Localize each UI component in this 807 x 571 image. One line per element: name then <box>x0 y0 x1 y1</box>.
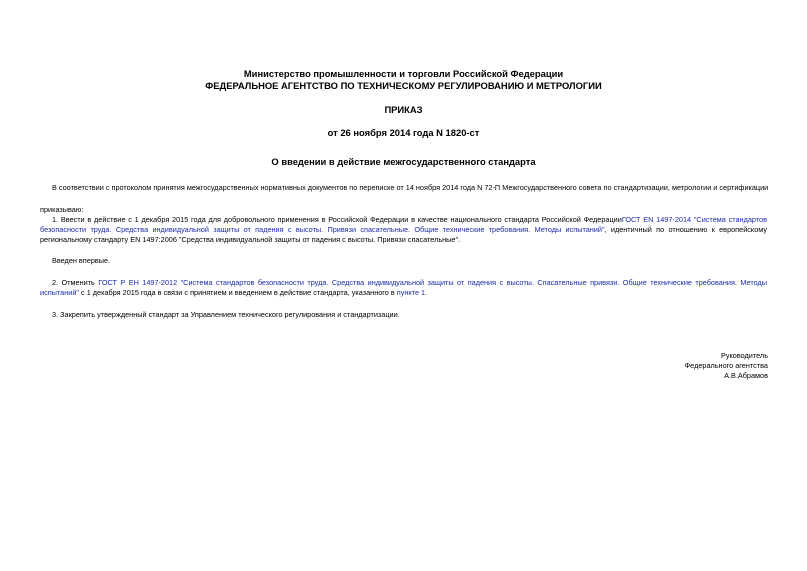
signature-position: Руководитель <box>720 351 768 360</box>
item-2-text-before: 2. Отменить <box>52 278 99 287</box>
agency-title: ФЕДЕРАЛЬНОЕ АГЕНТСТВО ПО ТЕХНИЧЕСКОМУ РЕГУЛИРОВАНИЮ И МЕТРОЛОГИИ <box>205 80 602 91</box>
item-3-paragraph: 3. Закрепить утвержденный стандарт за Управлением технического регулирования и стандартизации. <box>52 310 400 319</box>
item-1-paragraph <box>40 215 767 245</box>
gost-en-1497-2014-link[interactable]: ГОСТ EN 1497-2014 "Система стандартов безопасности труда. Средства индивидуальной защиты от падения с высоты. Привязи спасательные. Общие технические требования. Методы испытаний" <box>40 215 767 234</box>
document-type: ПРИКАЗ <box>384 104 423 115</box>
order-word: приказываю: <box>40 205 84 214</box>
document-subject: О введении в действие межгосударственного стандарта <box>271 156 536 167</box>
ministry-title: Министерство промышленности и торговли Российской Федерации <box>243 68 564 79</box>
item-2-text-after: . <box>425 288 428 297</box>
document-date-number: от 26 ноября 2014 года N 1820-ст <box>327 127 480 138</box>
item-1-text-before: 1. Ввести в действие с 1 декабря 2015 года для добровольного применения в Российской Федерации в качестве национального стандарта Российской Федерации <box>52 215 622 224</box>
item-2-text-middle: с 1 декабря 2015 года в связи с принятием и введением в действие стандарта, указанного в <box>79 288 397 297</box>
gost-r-en-1497-2012-link[interactable]: ГОСТ Р ЕН 1497-2012 "Система стандартов безопасности труда. Средства индивидуальной защиты от падения с высоты. Спасательные привязи. Общие технические требования. Методы испытаний" <box>40 278 767 297</box>
signature-name: А.В.Абрамов <box>724 371 768 380</box>
item-1-text-after: , идентичный по отношению к европейскому региональному стандарту EN 1497:2006 "Средства индивидуальной защиты от падения с высоты. Привязи спасательные". <box>40 225 767 244</box>
preamble-paragraph: В соответствии с протоколом принятия межгосударственных нормативных документов по переписке от 14 ноября 2014 года N 72-П Межгосударственного совета по стандартизации, метрологии и сертификации <box>52 183 769 192</box>
first-introduced-note: Введен впервые. <box>52 256 111 265</box>
item-2-paragraph <box>40 278 767 298</box>
item-1-reference-link[interactable]: пункте 1 <box>396 288 426 297</box>
signature-organization: Федерального агентства <box>684 361 768 370</box>
